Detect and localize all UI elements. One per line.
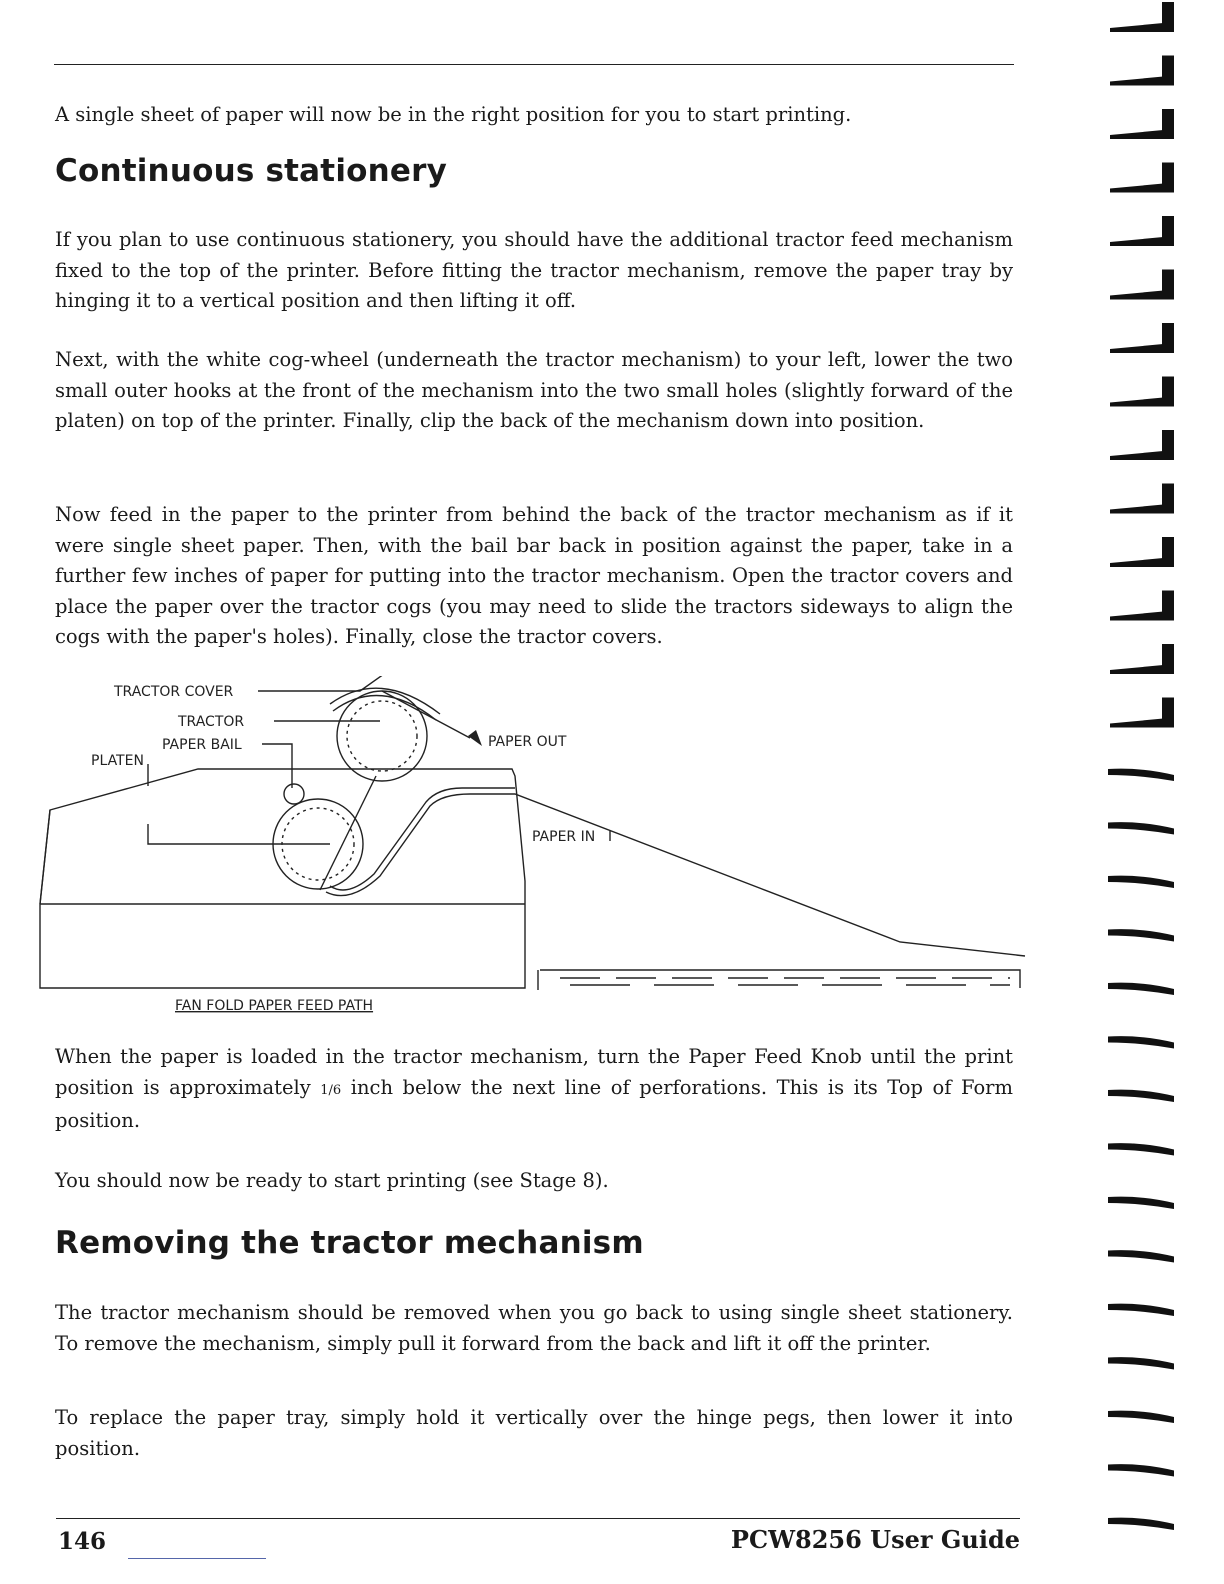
binding-mark xyxy=(1108,1090,1174,1102)
paper-path-in xyxy=(320,776,376,890)
fan-fold-paper-feed-diagram xyxy=(30,676,1030,1024)
figure-caption: FAN FOLD PAPER FEED PATH xyxy=(175,998,374,1014)
heading-continuous-stationery: Continuous stationery xyxy=(55,153,448,189)
binding-mark xyxy=(1108,1411,1174,1423)
label-paper-out: PAPER OUT xyxy=(488,734,567,750)
binding-mark xyxy=(1108,1464,1174,1476)
binding-mark xyxy=(1108,876,1174,888)
paragraph-ready-to-print: You should now be ready to start printing (see Stage 8). xyxy=(55,1169,609,1192)
binding-mark xyxy=(1110,323,1174,353)
binding-mark xyxy=(1108,1250,1174,1262)
binding-mark xyxy=(1108,822,1174,834)
binding-mark xyxy=(1110,56,1174,86)
binding-mark xyxy=(1108,929,1174,941)
heading-removing-tractor: Removing the tractor mechanism xyxy=(55,1225,644,1261)
binding-mark xyxy=(1108,1304,1174,1316)
paragraph-top-of-form: When the paper is loaded in the tractor mechanism, turn the Paper Feed Knob until the print position is approximately 1/6 inch below the next line of perforations. This is its Top of Form position. xyxy=(55,1045,1013,1132)
printer-body-outline xyxy=(40,769,525,988)
binding-mark xyxy=(1108,983,1174,995)
spiral-binding xyxy=(1090,0,1200,1584)
binding-mark xyxy=(1108,769,1174,781)
binding-mark xyxy=(1110,2,1174,32)
binding-mark xyxy=(1108,1357,1174,1369)
binding-mark xyxy=(1108,1036,1174,1048)
binding-mark xyxy=(1110,591,1174,621)
paragraph-continuous-1: If you plan to use continuous stationery, you should have the additional tractor feed mechanism fixed to the top of the printer. Before fitting the tractor mechanism, remove the paper tray by hinging it to a vertical position and then lifting it off. xyxy=(55,228,1013,312)
paragraph-continuous-2: Next, with the white cog-wheel (underneath the tractor mechanism) to your left, lower the two small outer hooks at the front of the mechanism into the two small holes (slightly forward of the platen) on top of the printer. Finally, clip the back of the mechanism down into position. xyxy=(55,348,1013,432)
label-platen: PLATEN xyxy=(91,753,144,769)
page-number-underline xyxy=(128,1558,266,1559)
binding-mark xyxy=(1110,270,1174,300)
label-tractor: TRACTOR xyxy=(178,714,245,730)
fraction-one-sixth: 1/6 xyxy=(320,1082,342,1098)
tractor-wheel xyxy=(337,691,427,781)
binding-mark xyxy=(1110,109,1174,139)
document-title: PCW8256 User Guide xyxy=(730,1525,1020,1554)
binding-mark xyxy=(1108,1197,1174,1209)
paper-bail-roller xyxy=(284,784,304,804)
binding-mark xyxy=(1110,537,1174,567)
paragraph-removing-1: The tractor mechanism should be removed when you go back to using single sheet stationery. To remove the mechanism, simply pull it forward from the back and lift it off the printer. xyxy=(55,1301,1013,1355)
binding-mark xyxy=(1108,1518,1174,1530)
footer-rule xyxy=(56,1518,1020,1519)
label-tractor-cover: TRACTOR COVER xyxy=(114,684,234,700)
paper-path-out xyxy=(326,794,1025,956)
intro-paragraph: A single sheet of paper will now be in the right position for you to start printing. xyxy=(55,103,852,126)
binding-mark xyxy=(1110,163,1174,193)
binding-mark xyxy=(1110,698,1174,728)
binding-mark xyxy=(1110,377,1174,407)
paragraph-removing-2: To replace the paper tray, simply hold it vertically over the hinge pegs, then lower it into position. xyxy=(55,1406,1013,1460)
page-number: 146 xyxy=(58,1528,107,1555)
label-paper-bail: PAPER BAIL xyxy=(162,737,242,753)
header-rule xyxy=(54,64,1014,65)
paragraph-continuous-3: Now feed in the paper to the printer from behind the back of the tractor mechanism as if it were single sheet paper. Then, with the bail bar back in position against the paper, take in a further few inches of paper for putting into the tractor mechanism. Open the tractor covers and place the paper over the tractor cogs (you may need to slide the tractors sideways to align the cogs with the paper's holes). Finally, close the tractor covers. xyxy=(55,503,1013,648)
label-paper-in: PAPER IN xyxy=(532,829,596,845)
binding-mark xyxy=(1110,430,1174,460)
binding-mark xyxy=(1110,484,1174,514)
binding-mark xyxy=(1108,1143,1174,1155)
binding-mark xyxy=(1110,216,1174,246)
binding-mark xyxy=(1110,644,1174,674)
